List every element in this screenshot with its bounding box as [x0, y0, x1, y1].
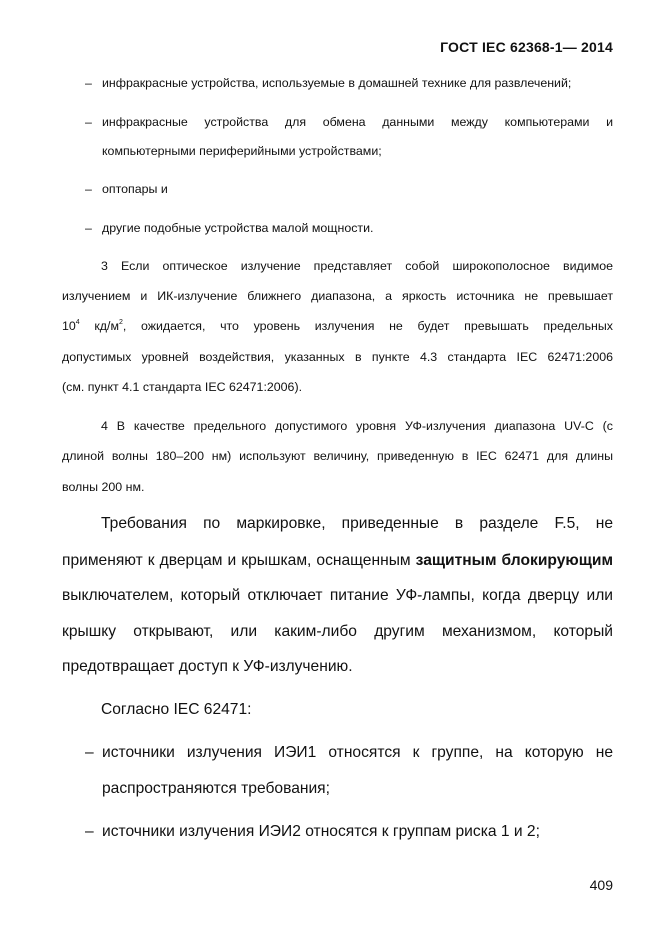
document-header: ГОСТ IEC 62368-1— 2014: [440, 39, 613, 55]
note-3-unit: кд/м: [79, 319, 119, 333]
list-item-text: другие подобные устройства малой мощности.: [102, 221, 374, 235]
note-4-line: волны 200 нм.: [62, 480, 145, 494]
list-dash: –: [85, 76, 92, 90]
list-item-text: инфракрасные устройства для обмена данными между компьютерами и: [102, 115, 613, 129]
paragraph-line: выключателем, который отключает питание УФ-лампы, когда дверцу или: [62, 587, 613, 604]
list-dash: –: [85, 744, 94, 761]
note-3-line: 3 Если оптическое излучение представляет собой широкополосное видимое: [101, 259, 613, 273]
note-3-text: , ожидается, что уровень излучения не будет превышать предельных: [122, 319, 613, 333]
note-4-line: длиной волны 180–200 нм) используют величину, приведенную в IEC 62471 для длины: [62, 449, 613, 463]
note-3-line: (см. пункт 4.1 стандарта IEC 62471:2006).: [62, 380, 303, 394]
list-dash: –: [85, 115, 92, 129]
list-dash: –: [85, 221, 92, 235]
note-3-unit-exponent: 2: [118, 319, 123, 326]
note-3-value: 10: [62, 319, 76, 333]
list-dash: –: [85, 182, 92, 196]
bold-term: защитным блокирующим: [415, 552, 613, 569]
list-item-text: компьютерными периферийными устройствами;: [102, 144, 382, 158]
note-3-line: допустимых уровней воздействия, указанных в пункте 4.3 стандарта IEC 62471:2006: [62, 350, 613, 364]
paragraph-line: [62, 552, 613, 570]
note-3-exponent: 4: [75, 319, 80, 326]
paragraph-line: Согласно IEC 62471:: [101, 701, 252, 718]
list-item-text: оптопары и: [102, 182, 168, 196]
paragraph-line: Требования по маркировке, приведенные в разделе F.5, не: [101, 515, 613, 532]
note-3-line: [62, 316, 613, 336]
list-item-text: инфракрасные устройства, используемые в домашней технике для развлечений;: [102, 76, 572, 90]
paragraph-line: предотвращает доступ к УФ-излучению.: [62, 658, 353, 675]
paragraph-line: крышку открывают, или каким-либо другим механизмом, который: [62, 623, 613, 640]
list-item-text: распространяются требования;: [102, 780, 330, 797]
list-item-text: источники излучения ИЭИ2 относятся к группам риска 1 и 2;: [102, 823, 540, 840]
note-4-line: 4 В качестве предельного допустимого уровня УФ-излучения диапазона UV-C (с: [101, 419, 613, 433]
paragraph-text: применяют к дверцам и крышкам, оснащенным: [62, 552, 416, 569]
page-number: 409: [589, 877, 613, 893]
list-dash: –: [85, 823, 94, 840]
list-item-text: источники излучения ИЭИ1 относятся к группе, на которую не: [102, 744, 613, 761]
note-3-line: излучением и ИК-излучение ближнего диапазона, а яркость источника не превышает: [62, 289, 613, 303]
